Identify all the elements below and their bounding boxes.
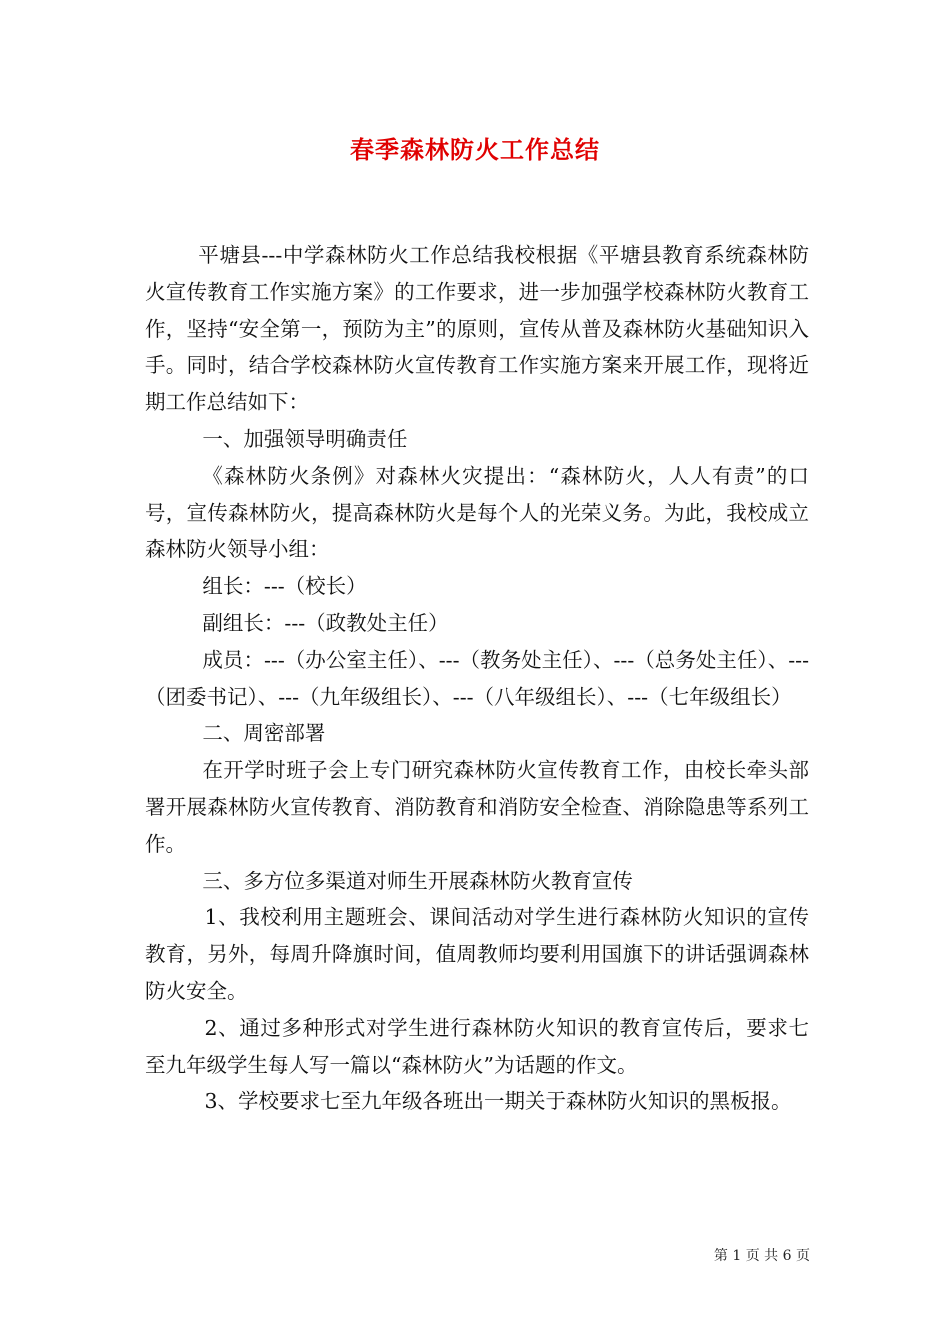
list-item: 3、学校要求七至九年级各班出一期关于森林防火知识的黑板报。 — [204, 1089, 792, 1114]
section-heading-1: 一、加强领导明确责任 — [202, 426, 408, 451]
section-heading-3: 三、多方位多渠道对师生开展森林防火教育宣传 — [202, 868, 633, 893]
list-item: 1、我校利用主题班会、课间活动对学生进行森林防火知识的宣传教育，另外，每周升降旗时间，值周教师均要利用国旗下的讲话强调森林防火安全。 — [145, 905, 809, 1003]
paragraph: 《森林防火条例》对森林火灾提出：“森林防火，人人有责”的口号，宣传森林防火，提高森林防火是每个人的光荣义务。为此，我校成立森林防火领导小组： — [145, 463, 809, 562]
page-number: 第 1 页 共 6 页 — [713, 1248, 810, 1264]
document-body — [145, 237, 809, 1120]
team-members: 成员：---（办公室主任）、---（教务处主任）、---（总务处主任）、---（团委书记）、---（九年级组长）、---（八年级组长）、---（七年级组长） — [145, 647, 809, 709]
section-heading-2: 二、周密部署 — [202, 721, 326, 746]
team-leader: 组长：---（校长） — [202, 574, 367, 599]
list-item: 2、通过多种形式对学生进行森林防火知识的教育宣传后，要求七至九年级学生每人写一篇以“森林防火”为话题的作文。 — [145, 1015, 809, 1077]
document-title: 春季森林防火工作总结 — [350, 135, 600, 164]
team-deputy-leader: 副组长：---（政教处主任） — [202, 610, 449, 635]
intro-paragraph: 平塘县---中学森林防火工作总结我校根据《平塘县教育系统森林防火宣传教育工作实施方案》的工作要求，进一步加强学校森林防火教育工作，坚持“安全第一，预防为主”的原则，宣传从普及森林防火基础知识入手。同时，结合学校森林防火宣传教育工作实施方案来开展工作，现将近期工作总结如下： — [145, 243, 809, 415]
paragraph: 在开学时班子会上专门研究森林防火宣传教育工作，由校长牵头部署开展森林防火宣传教育、消防教育和消防安全检查、消除隐患等系列工作。 — [145, 758, 809, 856]
